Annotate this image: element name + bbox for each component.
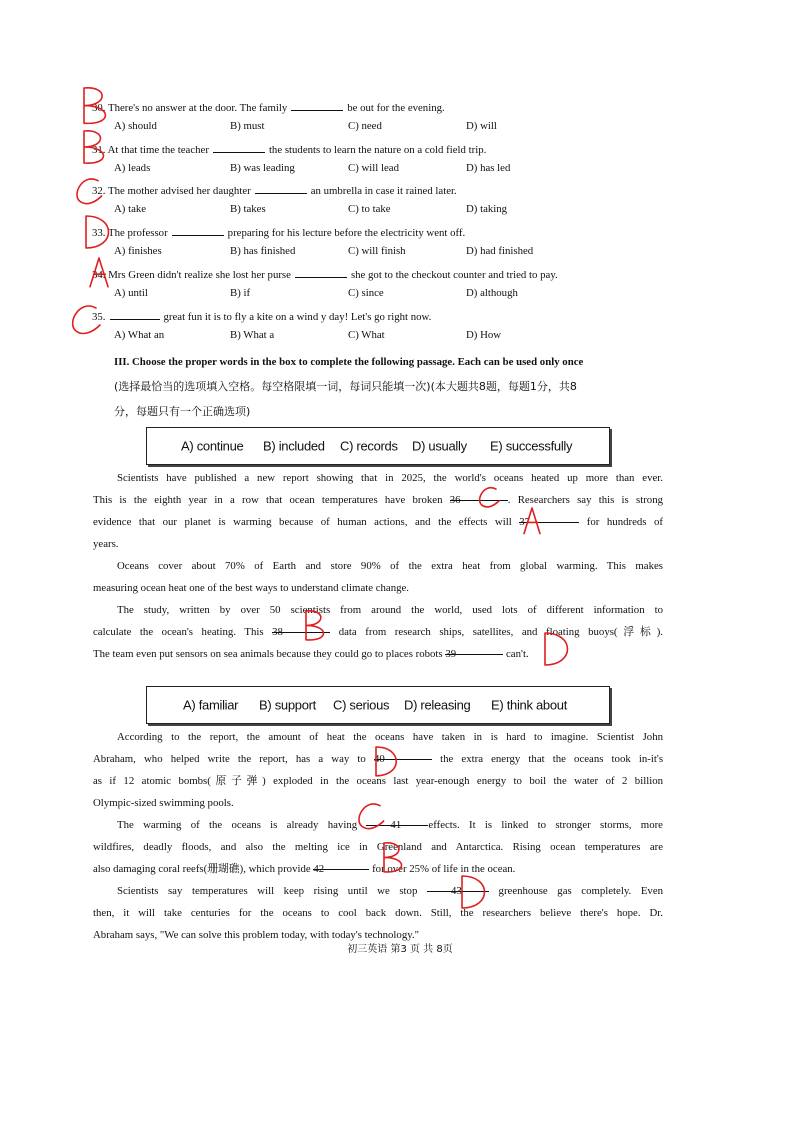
text-segment: also damaging coral reefs(珊瑚礁), which provide — [93, 863, 311, 875]
option-b[interactable]: B) if — [230, 287, 251, 299]
blank-38[interactable]: 38 — [272, 621, 330, 633]
option-b[interactable]: B) must — [230, 120, 265, 132]
text-segment: calculate the ocean's heating. This — [93, 626, 264, 638]
option-c[interactable]: C) since — [348, 287, 384, 299]
question-35 — [92, 308, 431, 323]
blank-37[interactable]: 37 — [519, 511, 579, 523]
option-b[interactable]: B) has finished — [230, 245, 296, 257]
blank-43[interactable]: 43 — [427, 880, 489, 892]
text-segment: evidence that our planet is warming because of human actions, and the effects will — [93, 516, 512, 528]
option-b[interactable]: B) takes — [230, 203, 266, 215]
answer-blank[interactable] — [110, 308, 160, 320]
blank-41[interactable]: 41 — [366, 814, 428, 826]
section-title: III. Choose the proper words in the box to complete the following passage. Each can be used only once — [114, 356, 584, 368]
question-stem-end: she got to the checkout counter and tried to pay. — [350, 269, 558, 281]
question-34 — [92, 266, 558, 281]
option-a[interactable]: A) finishes — [114, 245, 162, 257]
word-option: C) records — [340, 438, 398, 454]
word-option: B) included — [263, 438, 325, 454]
section-note-line2: 分，每题只有一个正确选项) — [114, 405, 251, 418]
question-stem: 34. Mrs Green didn't realize she lost her purse — [92, 269, 291, 281]
blank-36[interactable]: 36 — [450, 489, 508, 501]
passage-2 — [93, 726, 663, 946]
text-segment: data from research ships, satellites, and floating buoys(浮标). — [338, 626, 663, 638]
text-segment: This is the eighth year in a row that ocean temperatures have broken — [93, 494, 443, 506]
question-33 — [92, 224, 465, 239]
question-stem-end: great fun it is to fly a kite on a wind y day! Let's go right now. — [163, 311, 432, 323]
word-box-2 — [146, 686, 610, 724]
question-30 — [92, 99, 445, 114]
text-line: Abraham says, "We can solve this problem today, with today's technology." — [93, 929, 420, 941]
option-d[interactable]: D) taking — [466, 203, 508, 215]
word-option: D) releasing — [404, 697, 471, 713]
blank-39[interactable]: 39 — [445, 643, 503, 655]
text-line: Scientists have published a new report showing that in 2025, the world's oceans heated up more than ever. — [117, 472, 663, 484]
text-line: years. — [93, 538, 119, 550]
text-line: Oceans cover about 70% of Earth and store 90% of the extra heat from global warming. This makes — [117, 560, 663, 572]
question-stem: 33. The professor — [92, 227, 168, 239]
option-d[interactable]: D) had finished — [466, 245, 534, 257]
option-c[interactable]: C) need — [348, 120, 382, 132]
question-stem: 32. The mother advised her daughter — [92, 185, 251, 197]
question-stem: 35. — [92, 311, 106, 323]
word-option: A) familiar — [183, 697, 239, 713]
word-box-1 — [146, 427, 610, 465]
question-stem-end: an umbrella in case it rained later. — [310, 185, 457, 197]
word-option: A) continue — [181, 438, 244, 454]
text-segment: for hundreds of — [586, 516, 663, 528]
option-b[interactable]: B) What a — [230, 329, 275, 341]
blank-42[interactable]: 42 — [313, 858, 369, 870]
text-line: wildfires, deadly floods, and also the melting ice in Greenland and Antarctica. Rising ocean temperatures are — [93, 841, 663, 853]
text-segment: effects. It is linked to stronger storms, more — [428, 819, 663, 831]
text-segment: the extra energy that the oceans took in-it's — [440, 753, 664, 765]
option-b[interactable]: B) was leading — [230, 162, 295, 174]
section-note-line1: (选择最恰当的选项填入空格。每空格限填一词，每词只能填一次)(本大题共8题，每题1分，共8 — [114, 380, 577, 393]
question-31 — [92, 141, 486, 156]
word-option: E) think about — [491, 697, 568, 713]
option-a[interactable]: A) until — [114, 287, 148, 299]
option-c[interactable]: C) will lead — [348, 162, 399, 174]
option-d[interactable]: D) has led — [466, 162, 511, 174]
option-a[interactable]: A) should — [114, 120, 157, 132]
page-footer: 初三英语 第3 页 共 8页 — [347, 944, 453, 955]
word-option: D) usually — [412, 438, 467, 454]
option-c[interactable]: C) will finish — [348, 245, 406, 257]
word-option: C) serious — [333, 697, 390, 713]
text-segment: The team even put sensors on sea animals because they could go to places robots — [93, 648, 443, 660]
text-segment: greenhouse gas completely. Even — [498, 885, 664, 897]
answer-blank[interactable] — [295, 266, 347, 278]
word-option: B) support — [259, 697, 316, 713]
option-a[interactable]: A) What an — [114, 329, 165, 341]
text-segment: Scientists say temperatures will keep rising until we stop — [117, 885, 418, 897]
question-stem: 31. At that time the teacher — [92, 144, 209, 156]
answer-blank[interactable] — [213, 141, 265, 153]
option-d[interactable]: D) will — [466, 120, 497, 132]
option-a[interactable]: A) leads — [114, 162, 151, 174]
text-segment: can't. — [506, 648, 529, 660]
option-c[interactable]: C) What — [348, 329, 385, 341]
option-a[interactable]: A) take — [114, 203, 147, 215]
blank-40[interactable]: 40 — [374, 748, 432, 760]
passage-1 — [93, 467, 663, 665]
text-segment: Abraham, who helped write the report, has a way to — [93, 753, 366, 765]
text-segment: . Researchers say this is strong — [507, 494, 663, 506]
option-d[interactable]: D) How — [466, 329, 502, 341]
question-stem: 30. There's no answer at the door. The family — [92, 102, 288, 114]
option-c[interactable]: C) to take — [348, 203, 391, 215]
text-line: as if 12 atomic bombs(原子弹) exploded in the oceans last year-enough energy to boil the water of 2 billion — [93, 775, 663, 787]
question-stem-end: preparing for his lecture before the electricity went off. — [227, 227, 466, 239]
question-32 — [92, 182, 457, 197]
word-option: E) successfully — [490, 438, 573, 454]
text-line: The study, written by over 50 scientists from around the world, used lots of different information to — [117, 604, 663, 616]
answer-blank[interactable] — [172, 224, 224, 236]
question-stem-end: the students to learn the nature on a cold field trip. — [268, 144, 487, 156]
text-line: measuring ocean heat one of the best ways to understand climate change. — [93, 582, 409, 594]
answer-blank[interactable] — [255, 182, 307, 194]
text-segment: for over 25% of life in the ocean. — [372, 863, 516, 875]
text-segment: The warming of the oceans is already having — [117, 819, 358, 831]
text-line: Olympic-sized swimming pools. — [93, 797, 234, 809]
text-line: then, it will take centuries for the oceans to cool back down. Still, the researchers believe there's hope. Dr. — [93, 907, 663, 919]
question-stem-end: be out for the evening. — [347, 102, 445, 114]
text-line: According to the report, the amount of heat the oceans have taken in is hard to imagine. Scientist John — [117, 731, 663, 743]
answer-blank[interactable] — [291, 99, 343, 111]
option-d[interactable]: D) although — [466, 287, 518, 299]
